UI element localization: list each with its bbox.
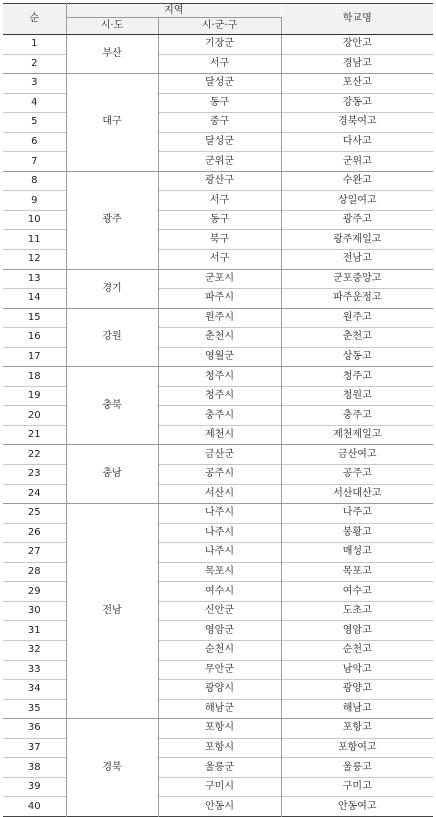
cell-school: 다사고 <box>281 132 433 152</box>
cell-sigungu: 동구 <box>158 210 281 230</box>
cell-sido: 경북 <box>66 719 158 817</box>
cell-no: 36 <box>3 719 66 739</box>
cell-sido: 충북 <box>66 367 158 445</box>
cell-no: 21 <box>3 425 66 445</box>
cell-no: 1 <box>3 35 66 55</box>
cell-sigungu: 공주시 <box>158 465 281 485</box>
cell-sigungu: 포항시 <box>158 719 281 739</box>
cell-school: 상동고 <box>281 347 433 367</box>
cell-sigungu: 서산시 <box>158 484 281 504</box>
cell-school: 충주고 <box>281 406 433 426</box>
cell-sigungu: 광양시 <box>158 680 281 700</box>
cell-school: 여수고 <box>281 582 433 602</box>
header-sigungu: 시·군·구 <box>158 18 281 35</box>
cell-no: 20 <box>3 406 66 426</box>
cell-no: 22 <box>3 445 66 465</box>
cell-sigungu: 제천시 <box>158 425 281 445</box>
cell-no: 15 <box>3 308 66 328</box>
cell-school: 상일여고 <box>281 191 433 211</box>
cell-school: 제천제일고 <box>281 425 433 445</box>
cell-sigungu: 원주시 <box>158 308 281 328</box>
cell-school: 금산여고 <box>281 445 433 465</box>
cell-sigungu: 춘천시 <box>158 328 281 348</box>
cell-no: 16 <box>3 328 66 348</box>
table-body <box>3 35 433 817</box>
cell-no: 34 <box>3 680 66 700</box>
cell-school: 파주운정고 <box>281 289 433 309</box>
cell-school: 강동고 <box>281 93 433 113</box>
cell-sigungu: 울릉군 <box>158 758 281 778</box>
cell-no: 29 <box>3 582 66 602</box>
cell-school: 포산고 <box>281 74 433 94</box>
cell-no: 17 <box>3 347 66 367</box>
header-school: 학교명 <box>281 4 433 35</box>
cell-sido: 충남 <box>66 445 158 504</box>
cell-sido: 경기 <box>66 269 158 308</box>
cell-school: 전남고 <box>281 250 433 270</box>
cell-sigungu: 기장군 <box>158 35 281 55</box>
header-region: 지역 <box>66 4 281 18</box>
cell-no: 9 <box>3 191 66 211</box>
cell-school: 원주고 <box>281 308 433 328</box>
cell-no: 40 <box>3 797 66 817</box>
cell-school: 공주고 <box>281 465 433 485</box>
cell-school: 구미고 <box>281 777 433 797</box>
header-no: 순 <box>3 4 66 35</box>
cell-sigungu: 달성군 <box>158 132 281 152</box>
school-table-container <box>3 3 433 817</box>
cell-school: 광양고 <box>281 680 433 700</box>
cell-no: 33 <box>3 660 66 680</box>
header-sido: 시·도 <box>66 18 158 35</box>
cell-sigungu: 무안군 <box>158 660 281 680</box>
cell-no: 32 <box>3 640 66 660</box>
cell-no: 35 <box>3 699 66 719</box>
cell-school: 광주제일고 <box>281 230 433 250</box>
cell-sido: 광주 <box>66 171 158 269</box>
cell-no: 14 <box>3 289 66 309</box>
cell-no: 27 <box>3 543 66 563</box>
school-table <box>3 3 433 817</box>
cell-sigungu: 구미시 <box>158 777 281 797</box>
cell-sido: 강원 <box>66 308 158 367</box>
cell-school: 울릉고 <box>281 758 433 778</box>
cell-no: 10 <box>3 210 66 230</box>
cell-sigungu: 신안군 <box>158 601 281 621</box>
cell-sigungu: 여수시 <box>158 582 281 602</box>
cell-no: 3 <box>3 74 66 94</box>
cell-no: 25 <box>3 504 66 524</box>
cell-school: 해남고 <box>281 699 433 719</box>
cell-school: 목포고 <box>281 562 433 582</box>
cell-sigungu: 목포시 <box>158 562 281 582</box>
cell-sigungu: 동구 <box>158 93 281 113</box>
cell-sigungu: 금산군 <box>158 445 281 465</box>
cell-no: 8 <box>3 171 66 191</box>
cell-no: 31 <box>3 621 66 641</box>
cell-school: 춘천고 <box>281 328 433 348</box>
cell-sigungu: 달성군 <box>158 74 281 94</box>
cell-sigungu: 서구 <box>158 54 281 74</box>
table-row <box>3 308 433 328</box>
table-row <box>3 719 433 739</box>
cell-no: 23 <box>3 465 66 485</box>
cell-school: 순천고 <box>281 640 433 660</box>
cell-no: 26 <box>3 523 66 543</box>
cell-no: 39 <box>3 777 66 797</box>
cell-no: 6 <box>3 132 66 152</box>
cell-sido: 대구 <box>66 74 158 172</box>
cell-school: 청주고 <box>281 367 433 387</box>
cell-sido: 전남 <box>66 504 158 719</box>
cell-no: 28 <box>3 562 66 582</box>
cell-sigungu: 충주시 <box>158 406 281 426</box>
cell-sigungu: 서구 <box>158 191 281 211</box>
cell-no: 18 <box>3 367 66 387</box>
cell-no: 30 <box>3 601 66 621</box>
cell-school: 포항여고 <box>281 738 433 758</box>
cell-no: 7 <box>3 152 66 172</box>
table-row <box>3 445 433 465</box>
table-row <box>3 35 433 55</box>
cell-school: 매성고 <box>281 543 433 563</box>
cell-school: 서산대산고 <box>281 484 433 504</box>
table-row <box>3 171 433 191</box>
cell-no: 11 <box>3 230 66 250</box>
cell-school: 도초고 <box>281 601 433 621</box>
table-row <box>3 504 433 524</box>
cell-sigungu: 북구 <box>158 230 281 250</box>
cell-school: 포항고 <box>281 719 433 739</box>
cell-sigungu: 순천시 <box>158 640 281 660</box>
cell-sigungu: 나주시 <box>158 543 281 563</box>
cell-sigungu: 군위군 <box>158 152 281 172</box>
cell-sigungu: 파주시 <box>158 289 281 309</box>
cell-school: 광주고 <box>281 210 433 230</box>
cell-sigungu: 영월군 <box>158 347 281 367</box>
cell-school: 군포중앙고 <box>281 269 433 289</box>
cell-sigungu: 중구 <box>158 113 281 133</box>
cell-school: 경북여고 <box>281 113 433 133</box>
cell-sigungu: 해남군 <box>158 699 281 719</box>
cell-school: 남악고 <box>281 660 433 680</box>
cell-sigungu: 안동시 <box>158 797 281 817</box>
table-row <box>3 74 433 94</box>
table-row <box>3 269 433 289</box>
cell-sigungu: 광산구 <box>158 171 281 191</box>
cell-school: 장안고 <box>342 38 372 50</box>
cell-no: 38 <box>3 758 66 778</box>
cell-school: 봉황고 <box>281 523 433 543</box>
cell-school: 경남고 <box>281 54 433 74</box>
cell-sigungu: 군포시 <box>158 269 281 289</box>
cell-sigungu: 나주시 <box>158 504 281 524</box>
cell-no: 19 <box>3 386 66 406</box>
cell-sigungu: 서구 <box>158 250 281 270</box>
cell-no: 13 <box>3 269 66 289</box>
table-row <box>3 367 433 387</box>
cell-sido: 부산 <box>66 35 158 74</box>
cell-no: 4 <box>3 93 66 113</box>
cell-no: 12 <box>3 250 66 270</box>
cell-no: 5 <box>3 113 66 133</box>
cell-no: 37 <box>3 738 66 758</box>
cell-no: 24 <box>3 484 66 504</box>
cell-no: 2 <box>3 54 66 74</box>
cell-sigungu: 포항시 <box>158 738 281 758</box>
table-header <box>3 4 433 35</box>
cell-school: 군위고 <box>281 152 433 172</box>
cell-school: 청원고 <box>281 386 433 406</box>
cell-sigungu: 청주시 <box>158 386 281 406</box>
cell-sigungu: 청주시 <box>158 367 281 387</box>
cell-school: 안동여고 <box>281 797 433 817</box>
cell-sigungu: 영암군 <box>158 621 281 641</box>
cell-school: 수완고 <box>281 171 433 191</box>
cell-sigungu: 나주시 <box>158 523 281 543</box>
cell-school: 영암고 <box>281 621 433 641</box>
cell-school: 나주고 <box>281 504 433 524</box>
